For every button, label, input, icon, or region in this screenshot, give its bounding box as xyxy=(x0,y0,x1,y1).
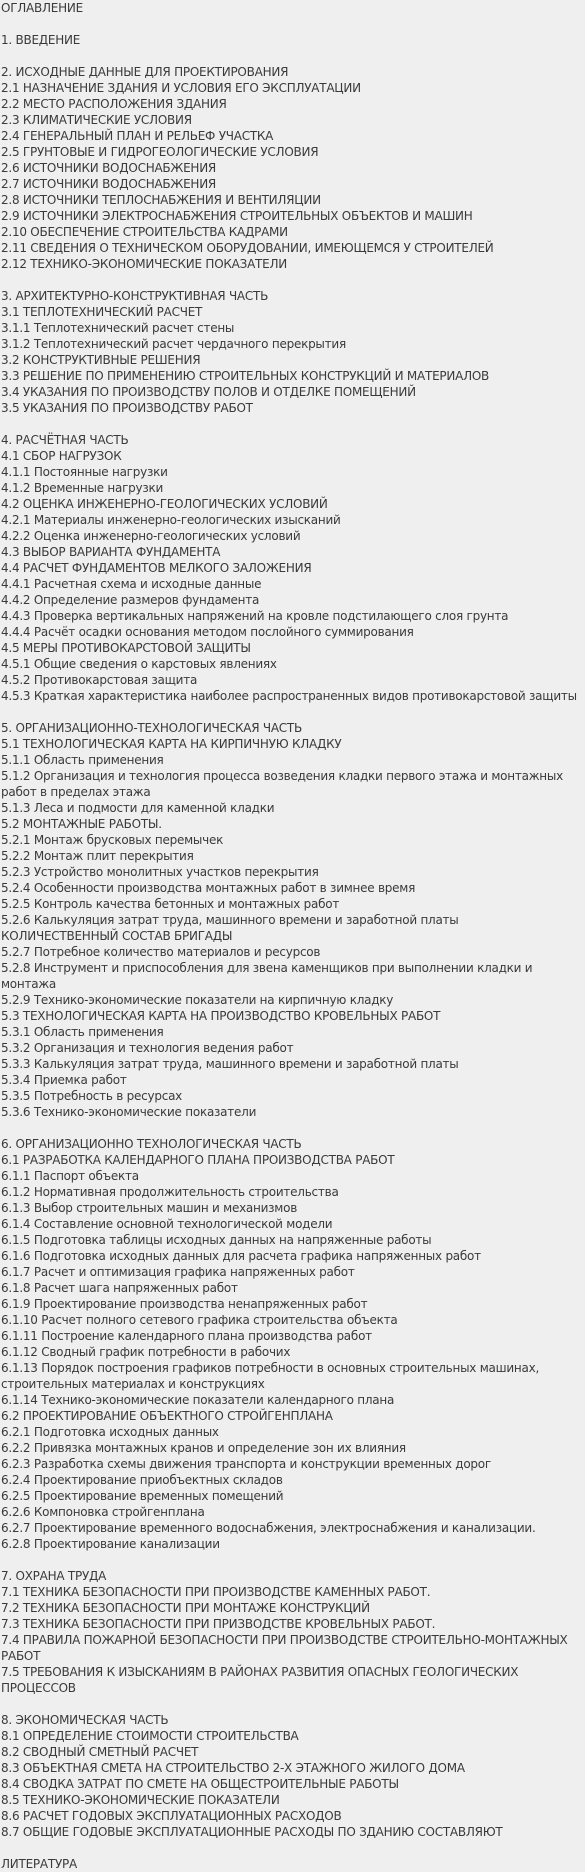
toc-section-heading: 3. АРХИТЕКТУРНО-КОНСТРУКТИВНАЯ ЧАСТЬ xyxy=(1,289,269,303)
toc-entry: 4.2.2 Оценка инженерно-геологических условий xyxy=(1,529,301,543)
toc-entry: ЛИТЕРАТУРА xyxy=(1,1857,77,1871)
toc-entry: 4.5.3 Краткая характеристика наиболее распространенных видов противокарстовой защиты xyxy=(1,689,577,703)
toc-entry: 6.1.10 Расчет полного сетевого графика строительства объекта xyxy=(1,1313,398,1327)
toc-entry: 4.3 ВЫБОР ВАРИАНТА ФУНДАМЕНТА xyxy=(1,545,221,559)
toc-entry: 5.3.3 Калькуляция затрат труда, машинного времени и заработной платы xyxy=(1,1057,459,1071)
toc-entry: 3.3 РЕШЕНИЕ ПО ПРИМЕНЕНИЮ СТРОИТЕЛЬНЫХ КОНСТРУКЦИЙ И МАТЕРИАЛОВ xyxy=(1,369,490,383)
toc-entry: 5.1.2 Организация и технология процесса возведения кладки первого этажа и монтажных работ в пределах этажа xyxy=(1,769,563,799)
toc-entry: 2.12 ТЕХНИКО-ЭКОНОМИЧЕСКИЕ ПОКАЗАТЕЛИ xyxy=(1,257,287,271)
toc-entry: 4.1.1 Постоянные нагрузки xyxy=(1,465,168,479)
toc-entry: 6.2.1 Подготовка исходных данных xyxy=(1,1425,219,1439)
toc-entry: 2.8 ИСТОЧНИКИ ТЕПЛОСНАБЖЕНИЯ И ВЕНТИЛЯЦИИ xyxy=(1,193,321,207)
toc-entry: 8.5 ТЕХНИКО-ЭКОНОМИЧЕСКИЕ ПОКАЗАТЕЛИ xyxy=(1,1793,280,1807)
toc-entry: 4.2 ОЦЕНКА ИНЖЕНЕРНО-ГЕОЛОГИЧЕСКИХ УСЛОВИЙ xyxy=(1,497,328,511)
toc-entry: 5.2.5 Контроль качества бетонных и монтажных работ xyxy=(1,897,340,911)
toc-entry: 5.3.5 Потребность в ресурсах xyxy=(1,1089,183,1103)
toc-entry: 3.1 ТЕПЛОТЕХНИЧЕСКИЙ РАСЧЕТ xyxy=(1,305,203,319)
toc-section-heading: 8. ЭКОНОМИЧЕСКАЯ ЧАСТЬ xyxy=(1,1713,169,1727)
toc-entry: 4.4.3 Проверка вертикальных напряжений на кровле подстилающего слоя грунта xyxy=(1,609,509,623)
toc-entry: 7.5 ТРЕБОВАНИЯ К ИЗЫСКАНИЯМ В РАЙОНАХ РАЗВИТИЯ ОПАСНЫХ ГЕОЛОГИЧЕСКИХ ПРОЦЕССОВ xyxy=(1,1665,519,1695)
toc-entry: 5.3.2 Организация и технология ведения работ xyxy=(1,1041,294,1055)
toc-entry: 7.4 ПРАВИЛА ПОЖАРНОЙ БЕЗОПАСНОСТИ ПРИ ПРОИЗВОДСТВЕ СТРОИТЕЛЬНО-МОНТАЖНЫХ РАБОТ xyxy=(1,1633,568,1663)
toc-entry: 2.4 ГЕНЕРАЛЬНЫЙ ПЛАН И РЕЛЬЕФ УЧАСТКА xyxy=(1,129,274,143)
toc-entry: 5.3.6 Технико-экономические показатели xyxy=(1,1105,257,1119)
toc-entry: 4.4 РАСЧЕТ ФУНДАМЕНТОВ МЕЛКОГО ЗАЛОЖЕНИЯ xyxy=(1,561,312,575)
toc-entry: 8.7 ОБЩИЕ ГОДОВЫЕ ЭКСПЛУАТАЦИОННЫЕ РАСХОДЫ ПО ЗДАНИЮ СОСТАВЛЯЮТ xyxy=(1,1825,503,1839)
toc-entry: 6.2.5 Проектирование временных помещений xyxy=(1,1489,284,1503)
toc-entry: 4.5 МЕРЫ ПРОТИВОКАРСТОВОЙ ЗАЩИТЫ xyxy=(1,641,251,655)
toc-entry: 8.2 СВОДНЫЙ СМЕТНЫЙ РАСЧЕТ xyxy=(1,1745,199,1759)
toc-entry: 6.1.11 Построение календарного плана производства работ xyxy=(1,1329,372,1343)
toc-entry: 5.1.1 Область применения xyxy=(1,753,164,767)
toc-entry: 3.1.2 Теплотехнический расчет чердачного перекрытия xyxy=(1,337,346,351)
blank-line xyxy=(1,1696,585,1712)
toc-entry: 6.1 РАЗРАБОТКА КАЛЕНДАРНОГО ПЛАНА ПРОИЗВОДСТВА РАБОТ xyxy=(1,1153,395,1167)
toc-entry: 7.1 ТЕХНИКА БЕЗОПАСНОСТИ ПРИ ПРОИЗВОДСТВЕ КАМЕННЫХ РАБОТ. xyxy=(1,1585,431,1599)
toc-entry: 5.2.9 Технико-экономические показатели на кирпичную кладку xyxy=(1,993,394,1007)
toc-entry: 6.2 ПРОЕКТИРОВАНИЕ ОБЪЕКТНОГО СТРОЙГЕНПЛАНА xyxy=(1,1409,333,1423)
blank-line xyxy=(1,272,585,288)
toc-entry: 2.11 СВЕДЕНИЯ О ТЕХНИЧЕСКОМ ОБОРУДОВАНИИ, ИМЕЮЩЕМСЯ У СТРОИТЕЛЕЙ xyxy=(1,241,494,255)
toc-section-heading: 6. ОРГАНИЗАЦИОННО ТЕХНОЛОГИЧЕСКАЯ ЧАСТЬ xyxy=(1,1137,302,1151)
toc-entry: 5.3.4 Приемка работ xyxy=(1,1073,127,1087)
blank-line xyxy=(1,16,585,32)
toc-entry: 4.4.4 Расчёт осадки основания методом послойного суммирования xyxy=(1,625,414,639)
toc-entry: 6.2.8 Проектирование канализации xyxy=(1,1537,220,1551)
toc-entry: 6.1.12 Сводный график потребности в рабочих xyxy=(1,1345,291,1359)
toc-entry: 4.1 СБОР НАГРУЗОК xyxy=(1,449,122,463)
toc-entry: 4.4.1 Расчетная схема и исходные данные xyxy=(1,577,262,591)
toc-entry: 5.1 ТЕХНОЛОГИЧЕСКАЯ КАРТА НА КИРПИЧНУЮ КЛАДКУ xyxy=(1,737,342,751)
toc-entry: 4.5.2 Противокарстовая защита xyxy=(1,673,198,687)
toc-entry: 8.6 РАСЧЕТ ГОДОВЫХ ЭКСПЛУАТАЦИОННЫХ РАСХОДОВ xyxy=(1,1809,342,1823)
toc-entry: 5.2.6 Калькуляция затрат труда, машинного времени и заработной платы xyxy=(1,913,459,927)
toc-entry: 6.2.7 Проектирование временного водоснабжения, электроснабжения и канализации. xyxy=(1,1521,536,1535)
toc-entry: 6.1.7 Расчет и оптимизация графика напряженных работ xyxy=(1,1265,355,1279)
toc-section-heading: 2. ИСХОДНЫЕ ДАННЫЕ ДЛЯ ПРОЕКТИРОВАНИЯ xyxy=(1,65,289,79)
toc-section-heading: 4. РАСЧЁТНАЯ ЧАСТЬ xyxy=(1,433,129,447)
toc-section-heading: 1. ВВЕДЕНИЕ xyxy=(1,33,81,47)
toc-entry: 2.7 ИСТОЧНИКИ ВОДОСНАБЖЕНИЯ xyxy=(1,177,217,191)
toc-entry: 5.2.2 Монтаж плит перекрытия xyxy=(1,849,194,863)
toc-entry: 8.4 СВОДКА ЗАТРАТ ПО СМЕТЕ НА ОБЩЕСТРОИТЕЛЬНЫЕ РАБОТЫ xyxy=(1,1777,399,1791)
toc-entry: 4.1.2 Временные нагрузки xyxy=(1,481,164,495)
toc-entry: 6.1.2 Нормативная продолжительность строительства xyxy=(1,1185,339,1199)
toc-entry: 2.2 МЕСТО РАСПОЛОЖЕНИЯ ЗДАНИЯ xyxy=(1,97,227,111)
toc-entry: 6.1.6 Подготовка исходных данных для расчета графика напряженных работ xyxy=(1,1249,481,1263)
toc-entry: 6.1.5 Подготовка таблицы исходных данных на напряженные работы xyxy=(1,1233,432,1247)
toc-entry: 2.1 НАЗНАЧЕНИЕ ЗДАНИЯ И УСЛОВИЯ ЕГО ЭКСПЛУАТАЦИИ xyxy=(1,81,361,95)
toc-entry: 4.4.2 Определение размеров фундамента xyxy=(1,593,260,607)
toc-entry: 5.2.3 Устройство монолитных участков перекрытия xyxy=(1,865,319,879)
toc-entry: 6.1.14 Технико-экономические показатели календарного плана xyxy=(1,1393,395,1407)
toc-entry: 6.1.1 Паспорт объекта xyxy=(1,1169,139,1183)
toc-entry: 4.2.1 Материалы инженерно-геологических изысканий xyxy=(1,513,341,527)
toc-entry: 6.1.3 Выбор строительных машин и механизмов xyxy=(1,1201,298,1215)
toc-entry: 6.1.9 Проектирование производства ненапряженных работ xyxy=(1,1297,368,1311)
toc-entry: 3.2 КОНСТРУКТИВНЫЕ РЕШЕНИЯ xyxy=(1,353,201,367)
blank-line xyxy=(1,1840,585,1856)
blank-line xyxy=(1,416,585,432)
toc-entry: 6.2.3 Разработка схемы движения транспорта и конструкции временных дорог xyxy=(1,1457,491,1471)
toc-entry: 2.9 ИСТОЧНИКИ ЭЛЕКТРОСНАБЖЕНИЯ СТРОИТЕЛЬНЫХ ОБЪЕКТОВ И МАШИН xyxy=(1,209,473,223)
toc-entry: 5.3.1 Область применения xyxy=(1,1025,164,1039)
toc-entry: 4.5.1 Общие сведения о карстовых явлениях xyxy=(1,657,277,671)
toc-section-heading: 5. ОРГАНИЗАЦИОННО-ТЕХНОЛОГИЧЕСКАЯ ЧАСТЬ xyxy=(1,721,302,735)
toc-entry: 6.1.13 Порядок построения графиков потребности в основных строительных машинах, строительных материалах и конструкциях xyxy=(1,1361,540,1391)
toc-entry: 7.3 ТЕХНИКА БЕЗОПАСНОСТИ ПРИ ПРИЗВОДСТВЕ КРОВЕЛЬНЫХ РАБОТ. xyxy=(1,1617,436,1631)
toc-entry: 2.6 ИСТОЧНИКИ ВОДОСНАБЖЕНИЯ xyxy=(1,161,217,175)
toc-entry: 8.3 ОБЪЕКТНАЯ СМЕТА НА СТРОИТЕЛЬСТВО 2-Х ЭТАЖНОГО ЖИЛОГО ДОМА xyxy=(1,1761,465,1775)
blank-line xyxy=(1,704,585,720)
toc-entry: 6.2.2 Привязка монтажных кранов и определение зон их влияния xyxy=(1,1441,406,1455)
toc-entry: 6.2.4 Проектирование приобъектных складов xyxy=(1,1473,283,1487)
toc-entry: 3.4 УКАЗАНИЯ ПО ПРОИЗВОДСТВУ ПОЛОВ И ОТДЕЛКЕ ПОМЕЩЕНИЙ xyxy=(1,385,416,399)
toc-entry: 3.1.1 Теплотехнический расчет стены xyxy=(1,321,235,335)
toc-entry: 5.1.3 Леса и подмости для каменной кладки xyxy=(1,801,275,815)
toc-entry: 2.10 ОБЕСПЕЧЕНИЕ СТРОИТЕЛЬСТВА КАДРАМИ xyxy=(1,225,288,239)
blank-line xyxy=(1,1120,585,1136)
toc-entry: КОЛИЧЕСТВЕННЫЙ СОСТАВ БРИГАДЫ xyxy=(1,929,233,943)
toc-entry: 6.2.6 Компоновка стройгенплана xyxy=(1,1505,205,1519)
toc-entry: 3.5 УКАЗАНИЯ ПО ПРОИЗВОДСТВУ РАБОТ xyxy=(1,401,253,415)
toc-entry: 5.2.7 Потребное количество материалов и ресурсов xyxy=(1,945,321,959)
toc-section-heading: 7. ОХРАНА ТРУДА xyxy=(1,1569,107,1583)
toc-entry: 5.2.1 Монтаж брусковых перемычек xyxy=(1,833,224,847)
toc-entry: 5.2.8 Инструмент и приспособления для звена каменщиков при выполнении кладки и монтажа xyxy=(1,961,533,991)
toc-entry: 5.3 ТЕХНОЛОГИЧЕСКАЯ КАРТА НА ПРОИЗВОДСТВО КРОВЕЛЬНЫХ РАБОТ xyxy=(1,1009,441,1023)
blank-line xyxy=(1,48,585,64)
toc-entry: 6.1.4 Составление основной технологической модели xyxy=(1,1217,333,1231)
toc-entry: 2.3 КЛИМАТИЧЕСКИЕ УСЛОВИЯ xyxy=(1,113,192,127)
toc-entry: 8.1 ОПРЕДЕЛЕНИЕ СТОИМОСТИ СТРОИТЕЛЬСТВА xyxy=(1,1729,299,1743)
toc-entry: 5.2 МОНТАЖНЫЕ РАБОТЫ. xyxy=(1,817,162,831)
toc-entry: 2.5 ГРУНТОВЫЕ И ГИДРОГЕОЛОГИЧЕСКИЕ УСЛОВИЯ xyxy=(1,145,319,159)
toc-entry: 6.1.8 Расчет шага напряженных работ xyxy=(1,1281,238,1295)
page-title: ОГЛАВЛЕНИЕ xyxy=(1,1,83,15)
toc-entry: 7.2 ТЕХНИКА БЕЗОПАСНОСТИ ПРИ МОНТАЖЕ КОНСТРУКЦИЙ xyxy=(1,1601,370,1615)
toc-entry: 5.2.4 Особенности производства монтажных работ в зимнее время xyxy=(1,881,416,895)
blank-line xyxy=(1,1552,585,1568)
